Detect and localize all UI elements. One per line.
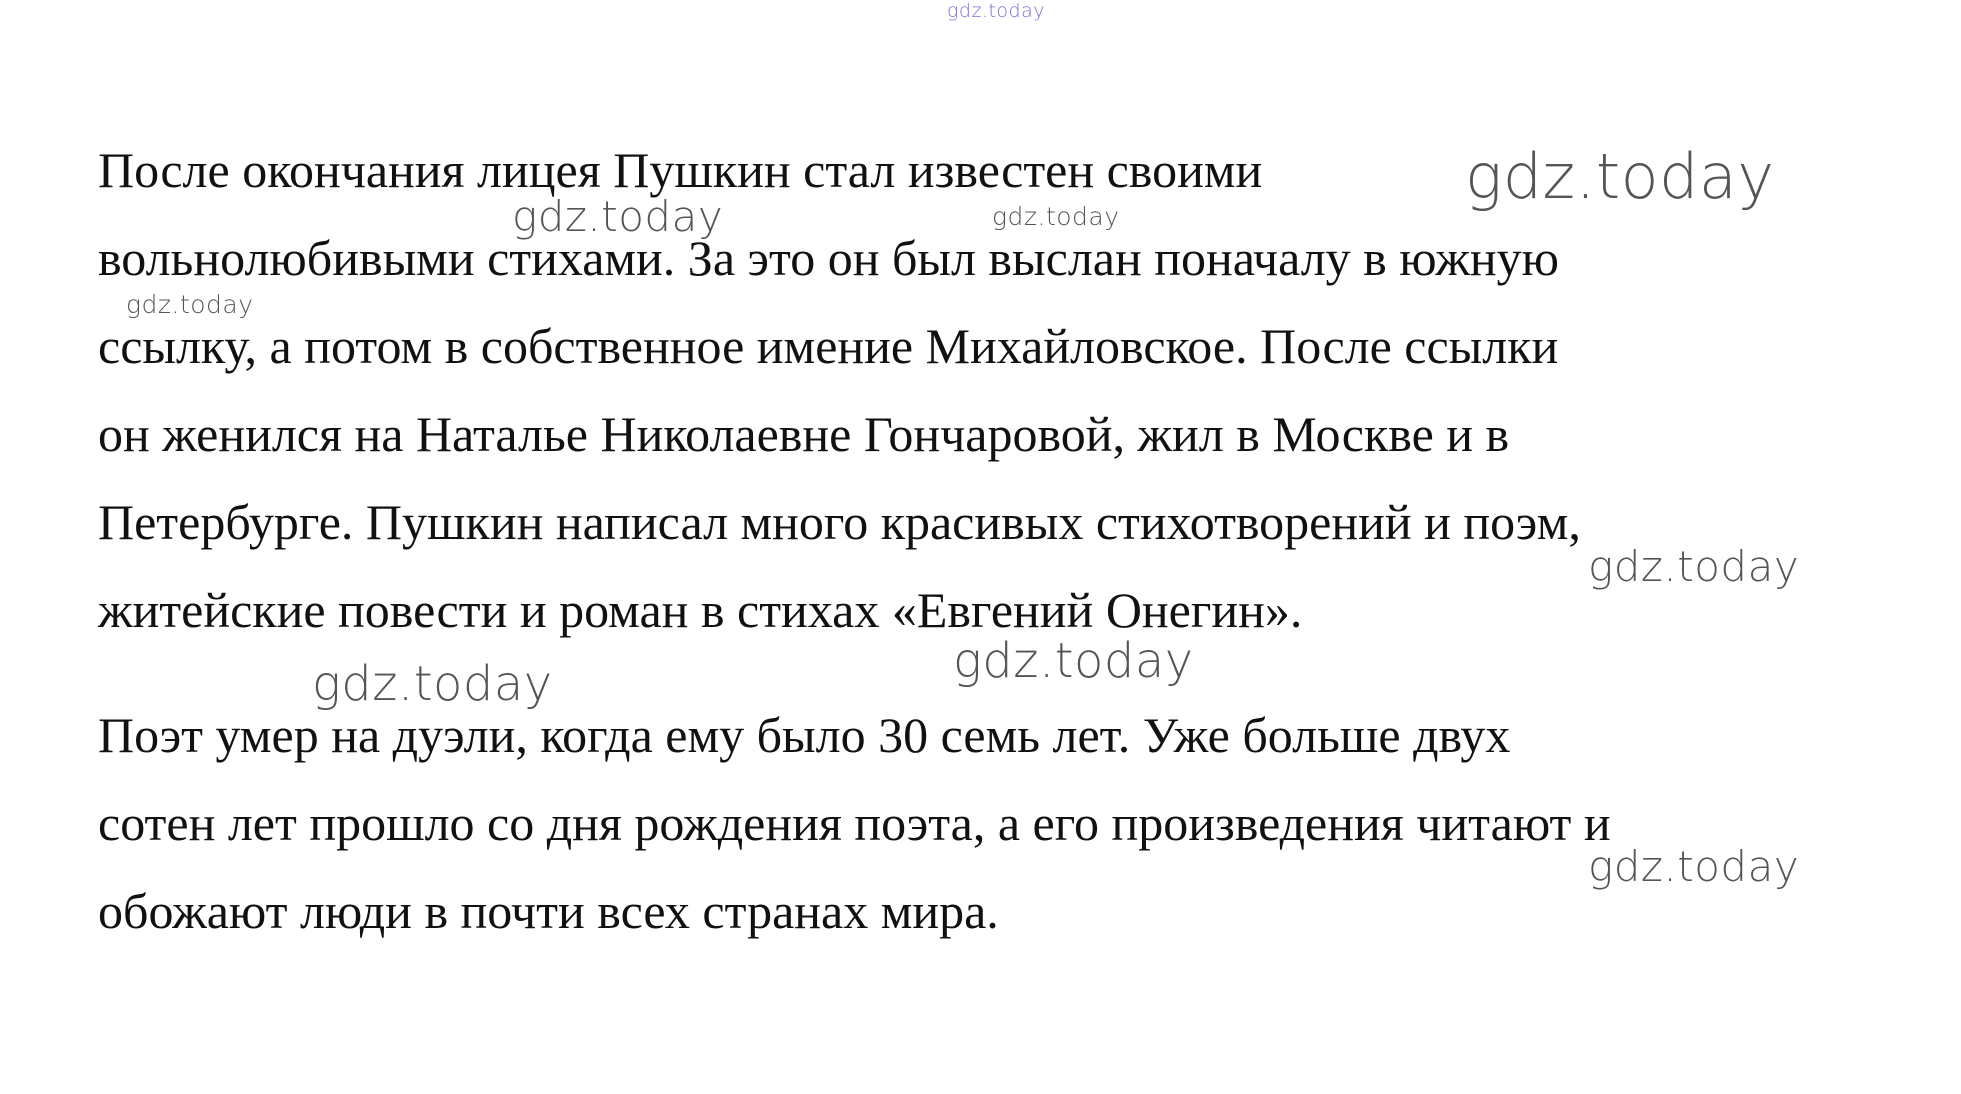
watermark: gdz.today (992, 202, 1120, 231)
paragraph-line: ссылку, а потом в собственное имение Михайловское. После ссылки (98, 318, 1559, 374)
paragraph-line: Петербурге. Пушкин написал много красивых стихотворений и поэм, (98, 494, 1581, 550)
watermark: gdz.today (312, 656, 553, 712)
paragraph-line: сотен лет прошло со дня рождения поэта, а его произведения читают и (98, 795, 1611, 851)
paragraph-line: он женился на Наталье Николаевне Гончаровой, жил в Москве и в (98, 406, 1510, 462)
watermark: gdz.today (126, 290, 254, 319)
watermark: gdz.today (1465, 140, 1775, 213)
paragraph-line: вольнолюбивыми стихами. За это он был выслан поначалу в южную (98, 230, 1560, 286)
header-watermark: gdz.today (947, 0, 1045, 22)
paragraph-line: обожают люди в почти всех странах мира. (98, 883, 999, 939)
watermark: gdz.today (512, 192, 724, 241)
watermark: gdz.today (953, 633, 1194, 689)
paragraph-line: житейские повести и роман в стихах «Евгений Онегин». (98, 582, 1303, 638)
paragraph-line: Поэт умер на дуэли, когда ему было 30 семь лет. Уже больше двух (98, 707, 1511, 763)
watermark: gdz.today (1588, 542, 1800, 591)
watermark: gdz.today (1588, 842, 1800, 891)
paragraph-line: После окончания лицея Пушкин стал известен своими (98, 142, 1263, 198)
